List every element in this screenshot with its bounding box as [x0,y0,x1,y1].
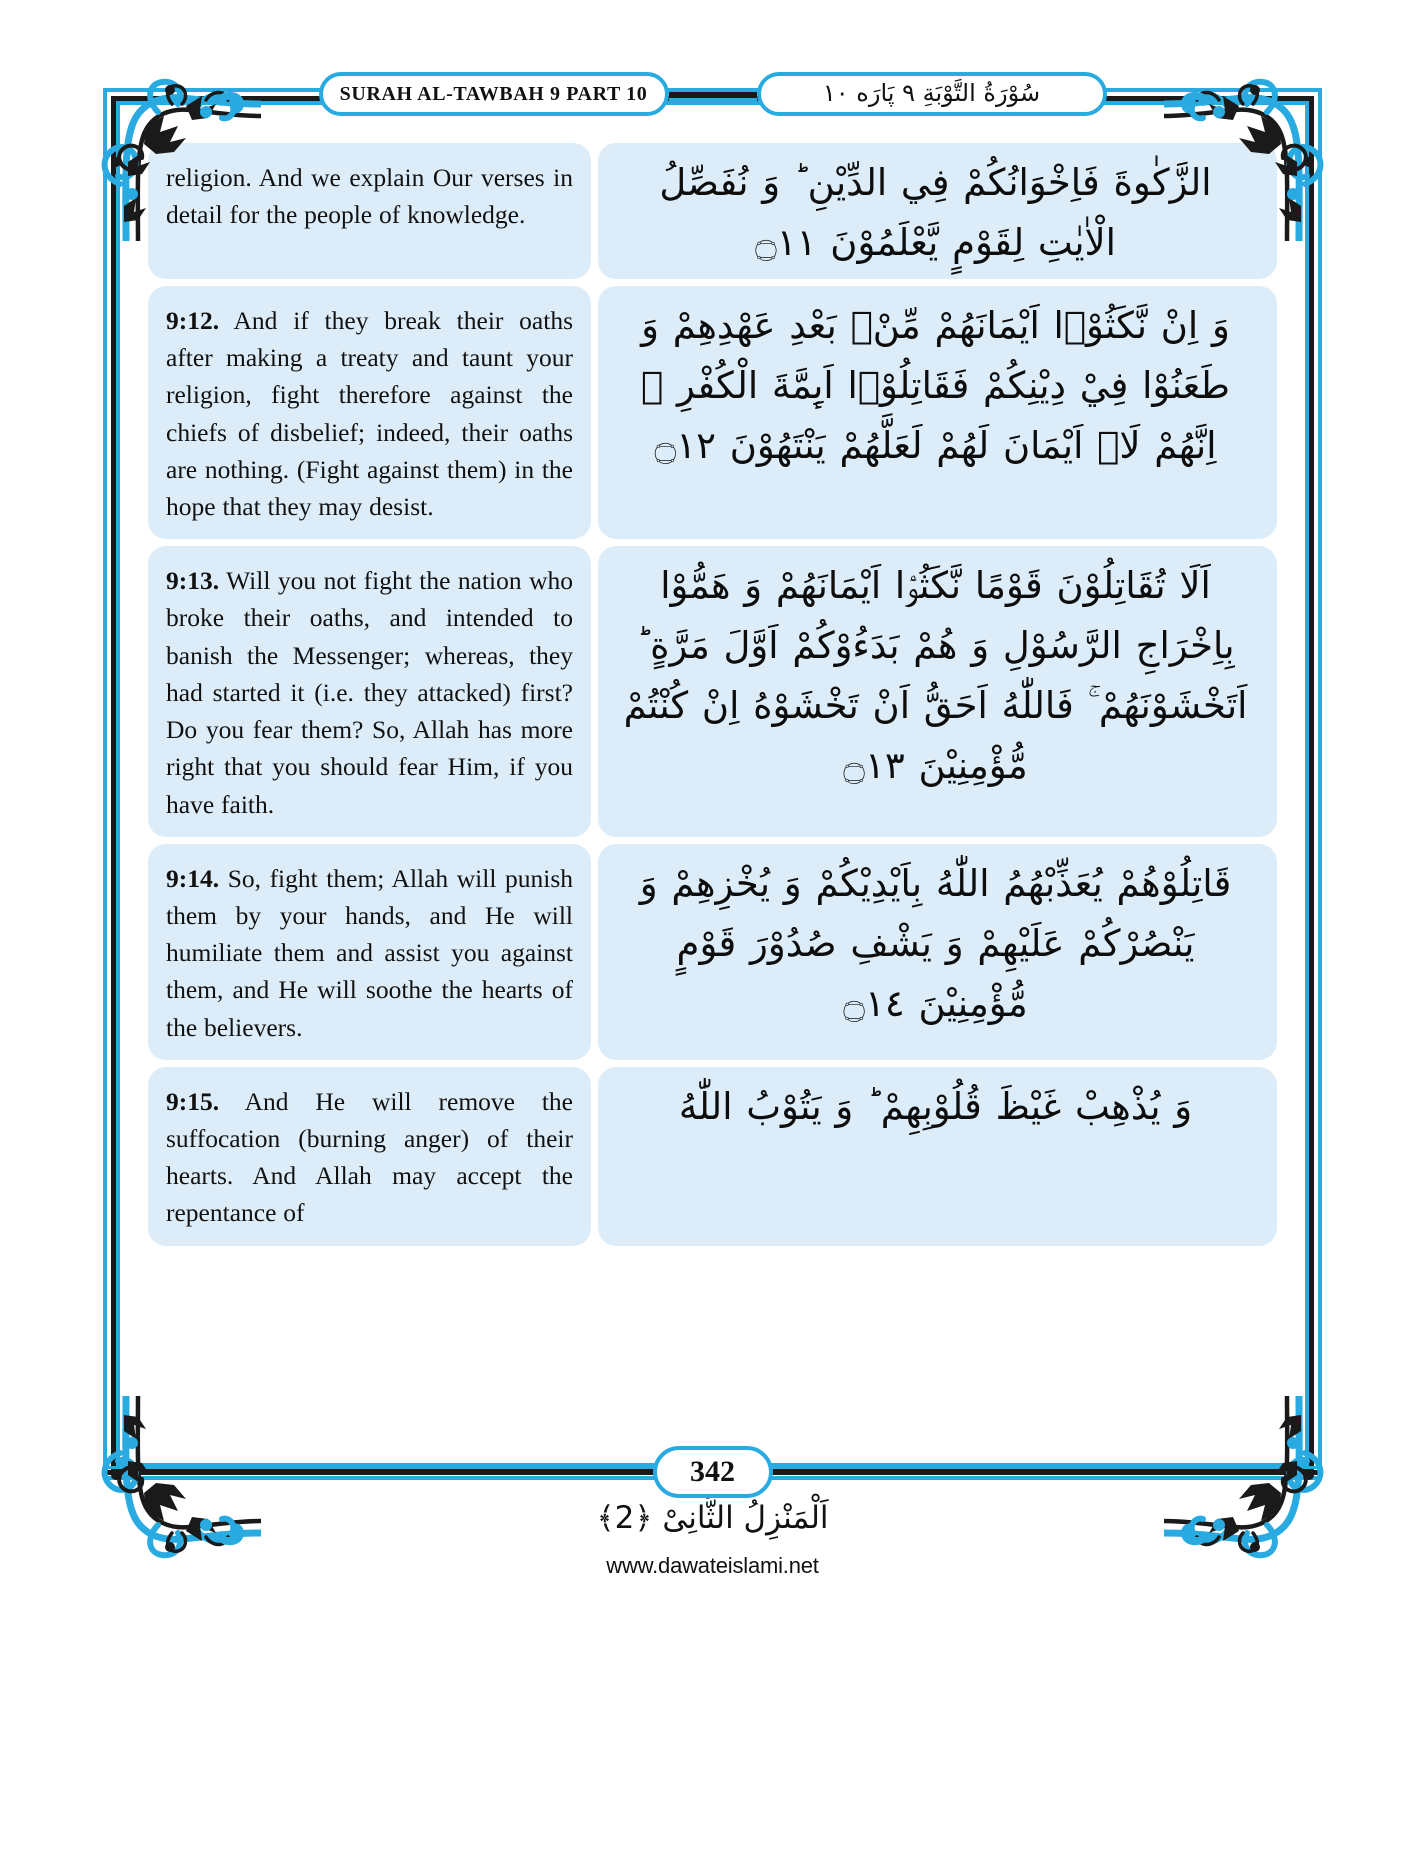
english-translation-cell [148,143,591,279]
english-translation-cell [148,844,591,1060]
arabic-verse-cell [598,286,1277,539]
english-translation-text: Will you not fight the nation who broke their oaths, and intended to banish the Messenger; whereas, they had started it (i.e. they attacked) first? Do you fear them? So, Allah has more right that you should fear Him, if you have faith. [166,566,573,819]
arabic-verse-text: قَاتِلُوْهُمْ يُعَذِّبْهُمُ اللّٰهُ بِاَيْدِيْكُمْ وَ يُخْزِهِمْ وَ يَنْصُرْكُمْ عَلَيْهِمْ وَ يَشْفِ صُدُوْرَ قَوْمٍ مُّؤْمِنِيْنَ ۝١٤ [639,861,1232,1025]
arabic-verse-cell [598,844,1277,1060]
verse-row [148,1067,1277,1246]
english-translation-text: And He will remove the suffocation (burning anger) of their hearts. And Allah may accept the repentance of [166,1086,573,1228]
surah-title-text: SURAH AL-TAWBAH 9 PART 10 [339,82,648,105]
arabic-verse-text: وَ يُذْهِبْ غَيْظَ قُلُوْبِهِمْ ؕ وَ يَتُوْبُ اللّٰهُ [678,1084,1193,1128]
surah-title-arabic-text: سُوْرَةُ التَّوْبَةِ ٩ پَارَه ١٠ [822,78,1041,107]
english-translation-text: religion. And we explain Our verses in detail for the people of knowledge. [166,163,573,230]
english-translation-cell [148,286,591,539]
verse-row [148,286,1277,539]
website-url[interactable]: www.dawateislami.net [606,1553,819,1578]
arabic-verse-text: الزَّكٰوةَ فَاِخْوَانُكُمْ فِي الدِّيْنِ ؕ وَ نُفَصِّلُ الْاٰيٰتِ لِقَوْمٍ يَّعْلَمُوْنَ ۝١١ [659,161,1212,264]
verse-number: 9:15. [166,1086,220,1116]
arabic-verse-cell [598,1067,1277,1246]
verse-row [148,844,1277,1060]
arabic-verse-cell [598,143,1277,279]
verse-list [148,143,1277,1426]
page-header [0,68,1425,120]
english-translation-cell [148,1067,591,1246]
arabic-verse-text: وَ اِنْ نَّكَثُوْۤا اَيْمَانَهُمْ مِّنْۢ بَعْدِ عَهْدِهِمْ وَ طَعَنُوْا فِيْ دِيْنِكُمْ فَقَاتِلُوْۤا اَىِٕمَّةَ الْكُفْرِ ۙ اِنَّهُمْ لَاۤ اَيْمَانَ لَهُمْ لَعَلَّهُمْ يَنْتَهُوْنَ ۝١٢ [641,303,1230,467]
english-translation-text: So, fight them; Allah will punish them by your hands, and He will humiliate them and assist you against them, and He will soothe the hearts of the believers. [166,863,573,1042]
page-number: 342 [690,1455,735,1488]
verse-number: 9:12. [166,305,220,335]
page-number-pill [653,1446,773,1498]
manzil-label: اَلْمَنْزِلُ الثَّانِیْ ﴿2﴾ [596,1500,829,1536]
verse-row [148,546,1277,837]
header-connector-rule [669,88,757,101]
surah-title-pill [319,72,669,116]
english-translation-text: And if they break their oaths after making a treaty and taunt your religion, fight therefore against the chiefs of disbelief; indeed, their oaths are nothing. (Fight against them) in the hope that they may desist. [166,305,573,521]
verse-row [148,143,1277,279]
surah-title-arabic-pill [757,72,1107,116]
arabic-verse-cell [598,546,1277,837]
verse-number: 9:13. [166,566,220,596]
arabic-verse-text: اَلَا تُقَاتِلُوْنَ قَوْمًا نَّكَثُوْۤا اَيْمَانَهُمْ وَ هَمُّوْا بِاِخْرَاجِ الرَّسُوْلِ وَ هُمْ بَدَءُوْكُمْ اَوَّلَ مَرَّةٍ ؕ اَتَخْشَوْنَهُمْ ۚ فَاللّٰهُ اَحَقُّ اَنْ تَخْشَوْهُ اِنْ كُنْتُمْ مُّؤْمِنِيْنَ ۝١٣ [623,564,1248,787]
verse-number: 9:14. [166,863,220,893]
english-translation-cell [148,546,591,837]
